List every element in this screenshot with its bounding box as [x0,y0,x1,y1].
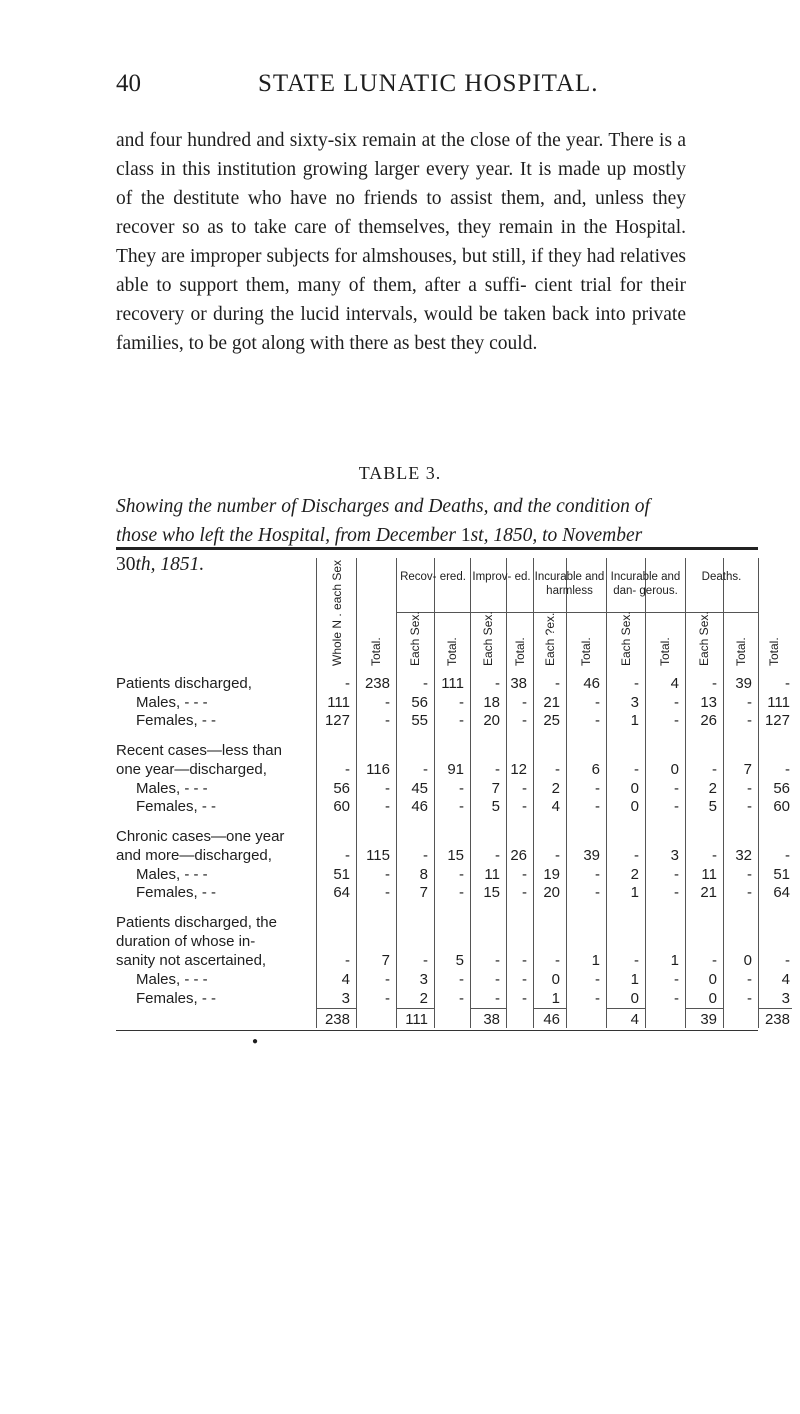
table-cell: 20 [543,884,560,901]
table-row-label: Females, - - [136,884,217,901]
table-cell: 56 [773,780,790,797]
table-cell: 1 [591,952,600,969]
total-header: Total. [734,637,748,666]
table-cell: - [459,866,464,883]
each-sex-header: Each Sex. [619,611,633,666]
table-cell: - [712,761,717,778]
table-row-label: Recent cases—less than [116,742,282,759]
table-cell: - [595,712,600,729]
table-row-label: Patients discharged, the [116,914,277,931]
whole-each-sex-header: Whole N . each Sex [330,559,344,666]
totals-rule [470,1008,506,1009]
table-cell: 0 [708,990,717,1007]
table-cell: 7 [491,780,500,797]
table-cell: - [385,798,390,815]
table-cell: - [345,761,350,778]
table-cell: 1 [630,712,639,729]
table-cell: - [785,847,790,864]
table-column-rule [645,558,646,1028]
table-cell: - [459,798,464,815]
table-cell: 7 [419,884,428,901]
table-row-label: Patients discharged, [116,675,252,692]
table-column-rule [606,558,607,1028]
table-cell: 26 [700,712,717,729]
table-cell: - [385,866,390,883]
table-cell: - [747,694,752,711]
table-row-label: Males, - - - [136,780,208,797]
table-cell: - [459,990,464,1007]
table-cell: 0 [743,952,752,969]
table-cell: - [495,971,500,988]
table-cell: 0 [670,761,679,778]
table-cell: - [747,884,752,901]
table-column-rule [685,558,686,1028]
table-cell: - [747,971,752,988]
page-number: 40 [116,70,141,97]
totals-rule [606,1008,645,1009]
totals-rule [316,1008,356,1009]
table-cell: - [385,694,390,711]
table-column-rule [316,558,317,1028]
total-header: Total. [658,637,672,666]
each-sex-header: Each ?ex. [543,612,557,666]
recovered-header: Recov- ered. [400,571,466,583]
table-cell: 3 [630,694,639,711]
table-column-rule [396,558,397,1028]
table-cell: 13 [700,694,717,711]
table-cell: 0 [630,780,639,797]
table-cell: - [674,884,679,901]
table-column-rule [356,558,357,1028]
table-cell: - [785,761,790,778]
table-cell: - [522,952,527,969]
grand-total-header: Total. [767,637,781,666]
table-cell: - [747,712,752,729]
table-cell: 4 [551,798,560,815]
table-cell: - [555,847,560,864]
table-cell: 6 [591,761,600,778]
table-cell: 7 [381,952,390,969]
table-cell: - [595,866,600,883]
table-row-label: Males, - - - [136,866,208,883]
table-cell: - [423,761,428,778]
table-row-label: one year—discharged, [116,761,267,778]
table-cell: - [674,990,679,1007]
table-cell: - [522,780,527,797]
table-cell: 2 [708,780,717,797]
table-cell: - [674,712,679,729]
total-header: Total. [445,637,459,666]
table-cell: 21 [543,694,560,711]
running-title: STATE LUNATIC HOSPITAL. [258,70,599,97]
improved-header: Improv- ed. [472,571,531,583]
table-cell: - [674,866,679,883]
each-sex-header: Each Sex. [697,611,711,666]
table-top-rule [116,547,758,550]
table-cell: - [459,712,464,729]
table-cell: - [459,884,464,901]
table-cell: - [423,952,428,969]
totals-rule [685,1008,723,1009]
table-cell: - [495,761,500,778]
table-cell: - [423,675,428,692]
table-cell: - [522,884,527,901]
table-cell: 55 [411,712,428,729]
table-cell: - [522,798,527,815]
table-cell: - [634,847,639,864]
table-cell: - [522,990,527,1007]
table-cell: 1 [630,971,639,988]
table-row-label: and more—discharged, [116,847,272,864]
table-total-cell: 39 [700,1011,717,1028]
table-cell: - [785,952,790,969]
table-cell: 2 [630,866,639,883]
table-cell: 60 [333,798,350,815]
table-cell: 115 [366,847,390,864]
table-cell: 38 [510,675,527,692]
table-cell: - [385,780,390,797]
table-cell: 111 [327,694,350,711]
table-cell: - [747,990,752,1007]
table-cell: 0 [708,971,717,988]
table-row-label: Females, - - [136,712,217,729]
table-cell: - [785,675,790,692]
table-cell: - [634,675,639,692]
table-cell: 5 [491,798,500,815]
table-cell: 11 [484,866,500,883]
table-cell: 4 [341,971,350,988]
table-cell: 39 [583,847,600,864]
table-total-cell: 38 [483,1011,500,1028]
table-total-cell: 238 [764,1011,790,1028]
incurable-harmless-header: Incurable and harmless [534,571,605,597]
stray-mark: ● [252,1036,259,1047]
table-column-rule [758,558,759,1028]
table-cell: - [712,675,717,692]
table-cell: - [385,712,390,729]
body-paragraph: and four hundred and sixty-six remain at the close of the year. There is a class in this institution growing larger every year. It is made up mostly of the destitute who have no friends to assist them, and, unless they recover so as to take care of themselves, they remain in the Hospital. They are improper subjects for almshouses, but still, if they had relatives able to support them, many of them, after a suffi- cient trial for their recovery or during the lucid intervals, would be taken back into private families, to be got along with there as best they could. [116,130,686,354]
table-cell: - [555,952,560,969]
table-cell: 64 [333,884,350,901]
table-cell: - [595,798,600,815]
table-cell: 46 [411,798,428,815]
table-cell: 56 [333,780,350,797]
table-column-rule [566,558,567,1028]
table-cell: - [595,780,600,797]
table-cell: 3 [670,847,679,864]
table-total-cell: 238 [324,1011,350,1028]
table-cell: - [385,990,390,1007]
table-cell: 1 [630,884,639,901]
table-cell: 1 [670,952,679,969]
table-cell: - [555,761,560,778]
table-cell: - [495,990,500,1007]
table-cell: 51 [333,866,350,883]
totals-rule [533,1008,566,1009]
table-row-label: sanity not ascertained, [116,952,267,969]
table-row-label: duration of whose in- [116,933,256,950]
table-cell: - [555,675,560,692]
table-cell: 5 [455,952,464,969]
table-cell: 64 [773,884,790,901]
table-cell: - [595,884,600,901]
table-cell: - [712,952,717,969]
table-cell: 15 [483,884,500,901]
table-cell: 238 [364,675,390,692]
table-cell: - [423,847,428,864]
table-cell: - [595,694,600,711]
table-cell: 127 [764,712,790,729]
table-cell: 60 [773,798,790,815]
table-cell: 20 [483,712,500,729]
table-cell: - [674,971,679,988]
totals-rule [396,1008,434,1009]
table-cell: 4 [781,971,790,988]
table-cell: - [345,952,350,969]
table-cell: - [459,780,464,797]
table-cell: 18 [483,694,500,711]
table-cell: - [595,990,600,1007]
table-cell: - [595,971,600,988]
table-cell: 2 [419,990,428,1007]
table-cell: 91 [447,761,464,778]
table-cell: - [634,761,639,778]
table-cell: 45 [411,780,428,797]
table-cell: - [712,847,717,864]
table-cell: 25 [543,712,560,729]
table-cell: - [522,712,527,729]
table-cell: - [522,694,527,711]
table-cell: 12 [510,761,527,778]
table-row-label: Males, - - - [136,971,208,988]
table-row-label: Chronic cases—one year [116,828,285,845]
deaths-header: Deaths. [701,571,742,583]
table-cell: 2 [551,780,560,797]
table-cell: - [522,971,527,988]
table-cell: 0 [630,990,639,1007]
table-cell: 0 [630,798,639,815]
each-sex-header: Each Sex. [481,611,495,666]
table-row-label: Males, - - - [136,694,208,711]
table-cell: - [747,866,752,883]
table-bottom-rule [116,1030,758,1031]
table-cell: 1 [551,990,560,1007]
table-cell: 51 [773,866,790,883]
table-row-label: Females, - - [136,798,217,815]
table-cell: 3 [341,990,350,1007]
table-cell: 0 [551,971,560,988]
table-total-cell: 4 [630,1011,639,1028]
table-cell: - [495,847,500,864]
each-sex-header: Each Sex. [408,611,422,666]
table-cell: - [385,971,390,988]
table-cell: - [674,780,679,797]
table-cell: 3 [419,971,428,988]
table-cell: - [495,952,500,969]
table-cell: - [459,971,464,988]
table-cell: 32 [735,847,752,864]
table-title: TABLE 3. [358,463,442,483]
table-total-cell: 111 [405,1011,428,1028]
total-header: Total. [513,637,527,666]
table-cell: 127 [324,712,350,729]
table-cell: - [495,675,500,692]
table-total-cell: 46 [543,1011,560,1028]
totals-rule [758,1008,792,1009]
running-header [0,70,800,110]
table-cell: 116 [366,761,390,778]
table-cell: 46 [583,675,600,692]
table-cell: 111 [441,675,464,692]
table-cell: 39 [735,675,752,692]
table-cell: - [747,798,752,815]
table-cell: 11 [701,866,717,883]
table-cell: 3 [781,990,790,1007]
table-cell: 8 [419,866,428,883]
total-header: Total. [369,637,383,666]
table-cell: - [674,798,679,815]
table-caption: Showing the number of Discharges and Deaths, and the condition of those who left the Hospital, from December 1st, 1850, to November 30th, 1851. [116,496,650,575]
table-cell: 19 [543,866,560,883]
table-cell: - [747,780,752,797]
table-cell: 15 [447,847,464,864]
table-cell: - [345,847,350,864]
incurable-dangerous-header: Incurable and dan- gerous. [610,571,681,597]
table-cell: - [345,675,350,692]
table-cell: 5 [708,798,717,815]
table-cell: 56 [411,694,428,711]
table-cell: - [634,952,639,969]
table-cell: 21 [700,884,717,901]
table-cell: 26 [510,847,527,864]
total-header: Total. [579,637,593,666]
table-cell: 111 [767,694,790,711]
table-cell: - [674,694,679,711]
table-cell: - [459,694,464,711]
table-cell: 7 [743,761,752,778]
table-cell: - [385,884,390,901]
table-row-label: Females, - - [136,990,217,1007]
table-cell: - [522,866,527,883]
table-cell: 4 [670,675,679,692]
